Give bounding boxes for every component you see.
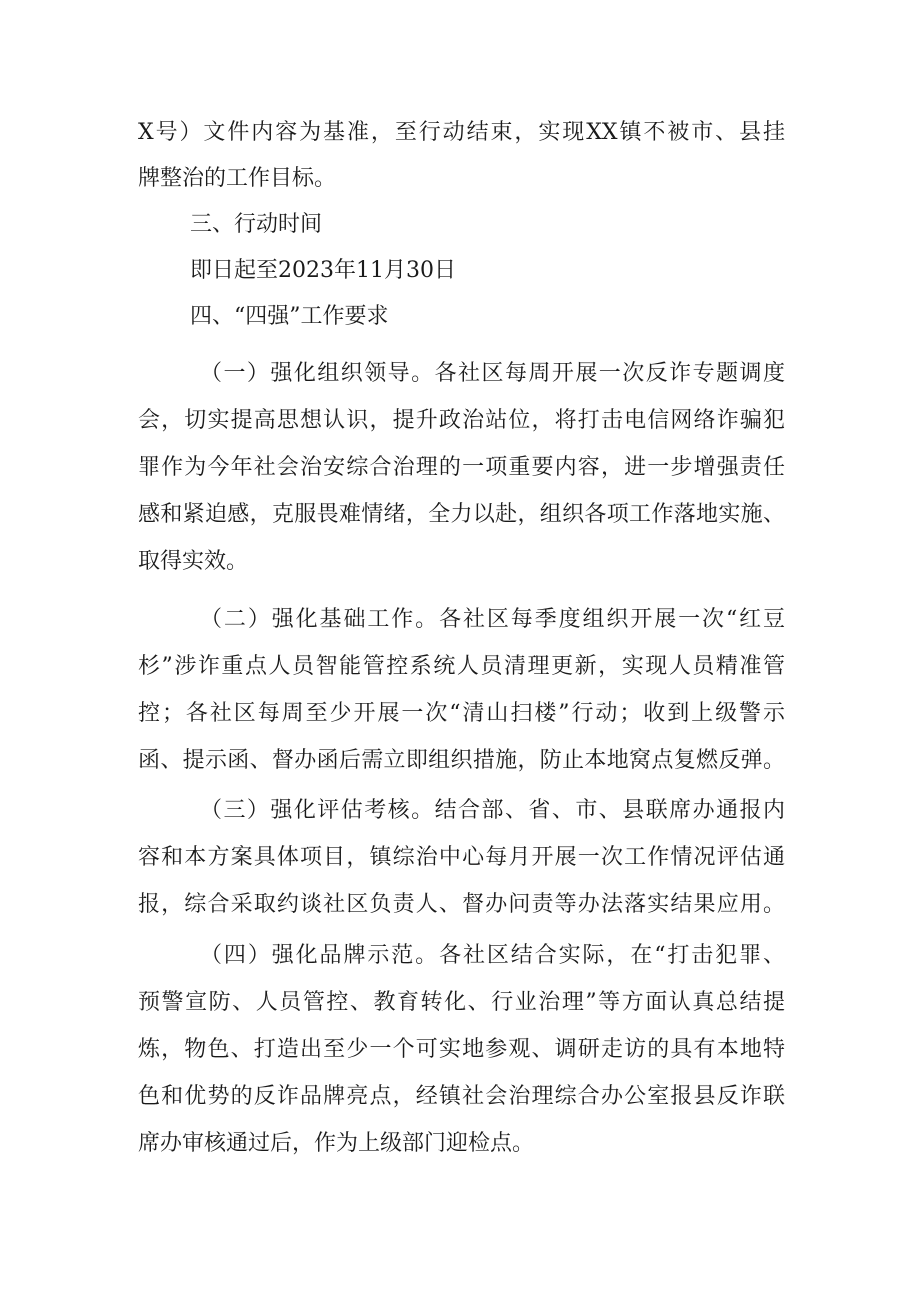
text-line: （一）强化组织领导。各社区每周开展一次反诈专题调度 [200, 361, 785, 386]
text-line: 控；各社区每周至少开展一次“清山扫楼”行动；收到上级警示 [138, 701, 785, 726]
text-line: （三）强化评估考核。结合部、省、市、县联席办通报内 [200, 798, 785, 823]
text-line: （四）强化品牌示范。各社区结合实际，在“打击犯罪、 [200, 943, 785, 968]
section-heading: 四、“四强”工作要求 [190, 304, 389, 329]
text-line: X号）文件内容为基准，至行动结束，实现XX镇不被市、县挂 [138, 120, 785, 145]
text-line: 感和紧迫感，克服畏难情绪，全力以赴，组织各项工作落地实施、 [138, 502, 785, 527]
text-line: 罪作为今年社会治安综合治理的一项重要内容，进一步增强责任 [138, 455, 785, 480]
text-line: 报，综合采取约谈社区负责人、督办问责等办法落实结果应用。 [138, 892, 785, 917]
text-line: 会，切实提高思想认识，提升政治站位，将打击电信网络诈骗犯 [138, 408, 785, 433]
text-line: 预警宣防、人员管控、教育转化、行业治理”等方面认真总结提 [138, 990, 785, 1015]
text-line: 函、提示函、督办函后需立即组织措施，防止本地窝点复燃反弹。 [138, 748, 785, 773]
text-line: 炼，物色、打造出至少一个可实地参观、调研走访的具有本地特 [138, 1037, 785, 1062]
text-line: （二）强化基础工作。各社区每季度组织开展一次“红豆 [200, 607, 785, 632]
text-line: 即日起至2023年11月30日 [190, 258, 456, 283]
section-heading: 三、行动时间 [190, 212, 323, 237]
text-line: 席办审核通过后，作为上级部门迎检点。 [138, 1131, 535, 1156]
text-line: 色和优势的反诈品牌亮点，经镇社会治理综合办公室报县反诈联 [138, 1084, 785, 1109]
text-line: 容和本方案具体项目，镇综治中心每月开展一次工作情况评估通 [138, 845, 785, 870]
text-line: 杉”涉诈重点人员智能管控系统人员清理更新，实现人员精准管 [138, 654, 785, 679]
text-line: 牌整治的工作目标。 [138, 166, 337, 191]
text-line: 取得实效。 [138, 549, 249, 574]
